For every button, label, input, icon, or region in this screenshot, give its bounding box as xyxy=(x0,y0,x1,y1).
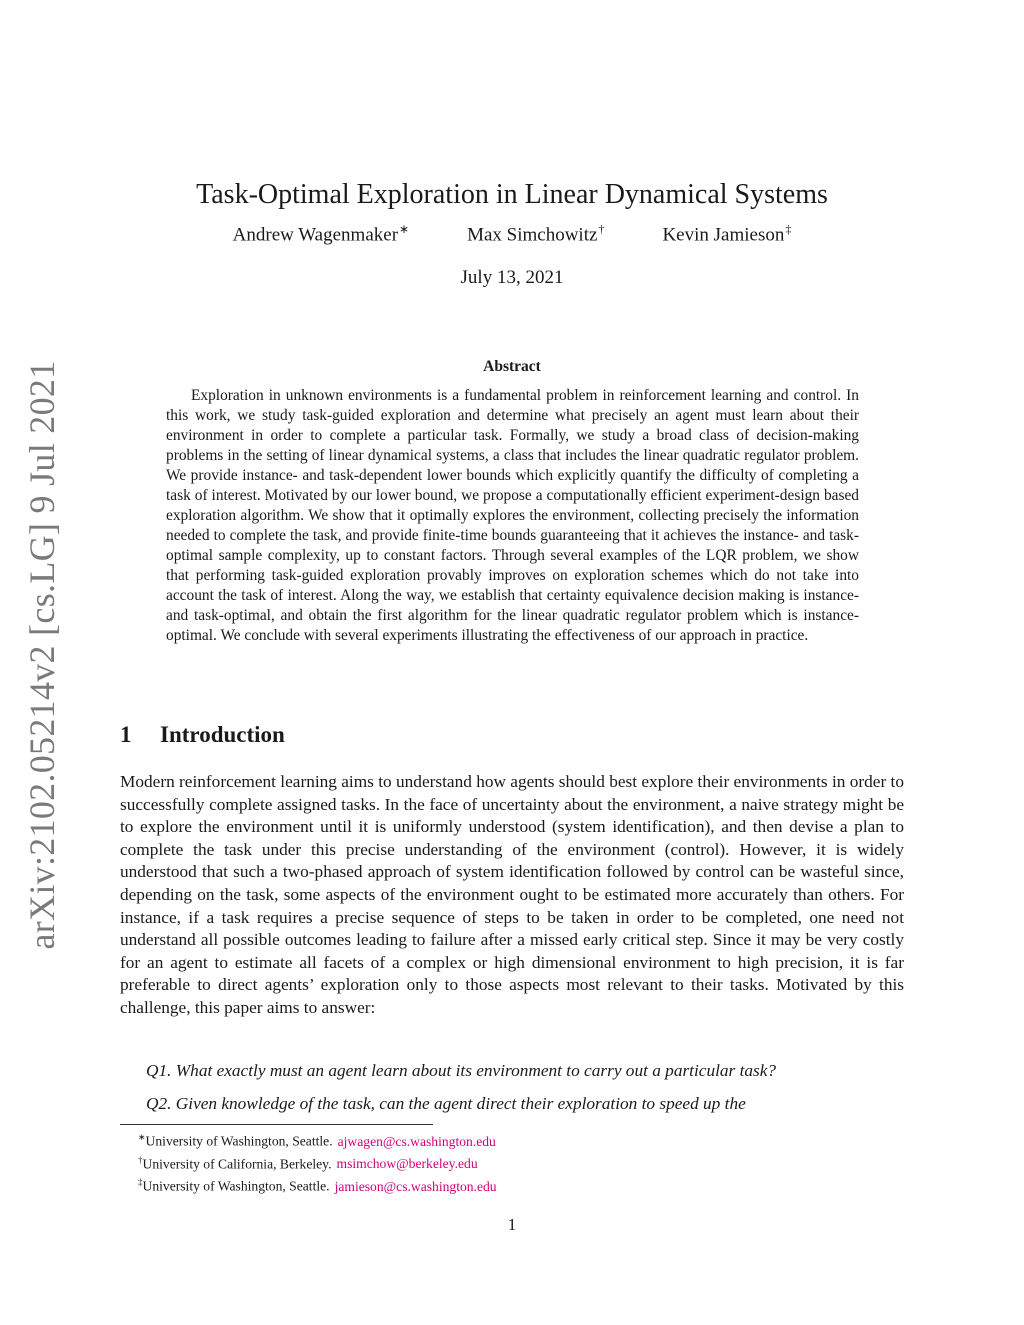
section-number: 1 xyxy=(120,722,132,747)
footnote-1: ∗University of Washington, Seattle. ajwagen@cs.washington.edu xyxy=(138,1132,496,1149)
section-heading-introduction xyxy=(120,722,285,748)
author-2: Max Simchowitz† xyxy=(467,222,605,246)
section-title: Introduction xyxy=(160,722,285,747)
question-text: Given knowledge of the task, can the agent direct their exploration to speed up the xyxy=(175,1094,746,1113)
intro-paragraph: Modern reinforcement learning aims to understand how agents should best explore their environments in order to successfully complete assigned tasks. In the face of uncertainty about the environment, a naive strategy might be to explore the environment until it is uniformly understood (system identification), and then devise a plan to complete the task under this precise understanding of the environment (control). However, it is widely understood that such a two-phased approach of system identification followed by control can be wasteful since, depending on the task, some aspects of the environment ought to be estimated more accurately than others. For instance, if a task requires a precise sequence of steps to be taken in order to be completed, one need not understand all possible outcomes leading to failure after a missed early critical step. Since it may be very costly for an agent to estimate all facets of a complex or high dimensional environment to high precision, it is far preferable to direct agents’ exploration only to those aspects most relevant to their tasks. Motivated by this challenge, this paper aims to answer: xyxy=(120,772,904,1017)
publication-date: July 13, 2021 xyxy=(460,267,564,288)
author-list xyxy=(0,222,1024,246)
abstract-heading: Abstract xyxy=(483,358,541,375)
question-label: Q2. xyxy=(146,1094,172,1113)
research-question-1 xyxy=(146,1061,860,1081)
question-text: What exactly must an agent learn about its environment to carry out a particular task? xyxy=(175,1061,777,1080)
research-question-2 xyxy=(146,1094,860,1114)
arxiv-identifier-stamp: arXiv:2102.05214v2 [cs.LG] 9 Jul 2021 xyxy=(22,360,62,950)
footnote-2: †University of California, Berkeley. msimchow@berkeley.edu xyxy=(138,1154,478,1172)
footnote-3: ‡University of Washington, Seattle. jamieson@cs.washington.edu xyxy=(138,1177,497,1194)
author-1: Andrew Wagenmaker∗ xyxy=(232,222,410,246)
email-link[interactable]: jamieson@cs.washington.edu xyxy=(334,1178,497,1194)
paper-title: Task-Optimal Exploration in Linear Dynamical Systems xyxy=(196,178,828,210)
email-link[interactable]: ajwagen@cs.washington.edu xyxy=(337,1133,496,1149)
abstract-text: Exploration in unknown environments is a fundamental problem in reinforcement learning and control. In this work, we study task-guided exploration and determine what precisely an agent must learn about their environment in order to complete a particular task. Formally, we study a broad class of decision-making problems in the setting of linear dynamical systems, a class that includes the linear quadratic regulator problem. We provide instance- and task-dependent lower bounds which explicitly quantify the difficulty of completing a task of interest. Motivated by our lower bound, we propose a computationally efficient experiment-design based exploration algorithm. We show that it optimally explores the environment, collecting precisely the information needed to complete the task, and provide finite-time bounds guaranteeing that it achieves the instance- and task-optimal sample complexity, up to constant factors. Through several examples of the LQR problem, we show that performing task-guided exploration provably improves on exploration schemes which do not take into account the task of interest. Along the way, we establish that certainty equivalence decision making is instance- and task-optimal, and obtain the first algorithm for the linear quadratic regulator problem which is instance-optimal. We conclude with several experiments illustrating the effectiveness of our approach in practice. xyxy=(166,387,859,644)
footnote-divider xyxy=(120,1124,433,1125)
footnotes xyxy=(138,1128,838,1196)
question-label: Q1. xyxy=(146,1061,172,1080)
email-link[interactable]: msimchow@berkeley.edu xyxy=(336,1156,478,1172)
page-number: 1 xyxy=(507,1215,517,1234)
author-3: Kevin Jamieson‡ xyxy=(662,222,792,246)
